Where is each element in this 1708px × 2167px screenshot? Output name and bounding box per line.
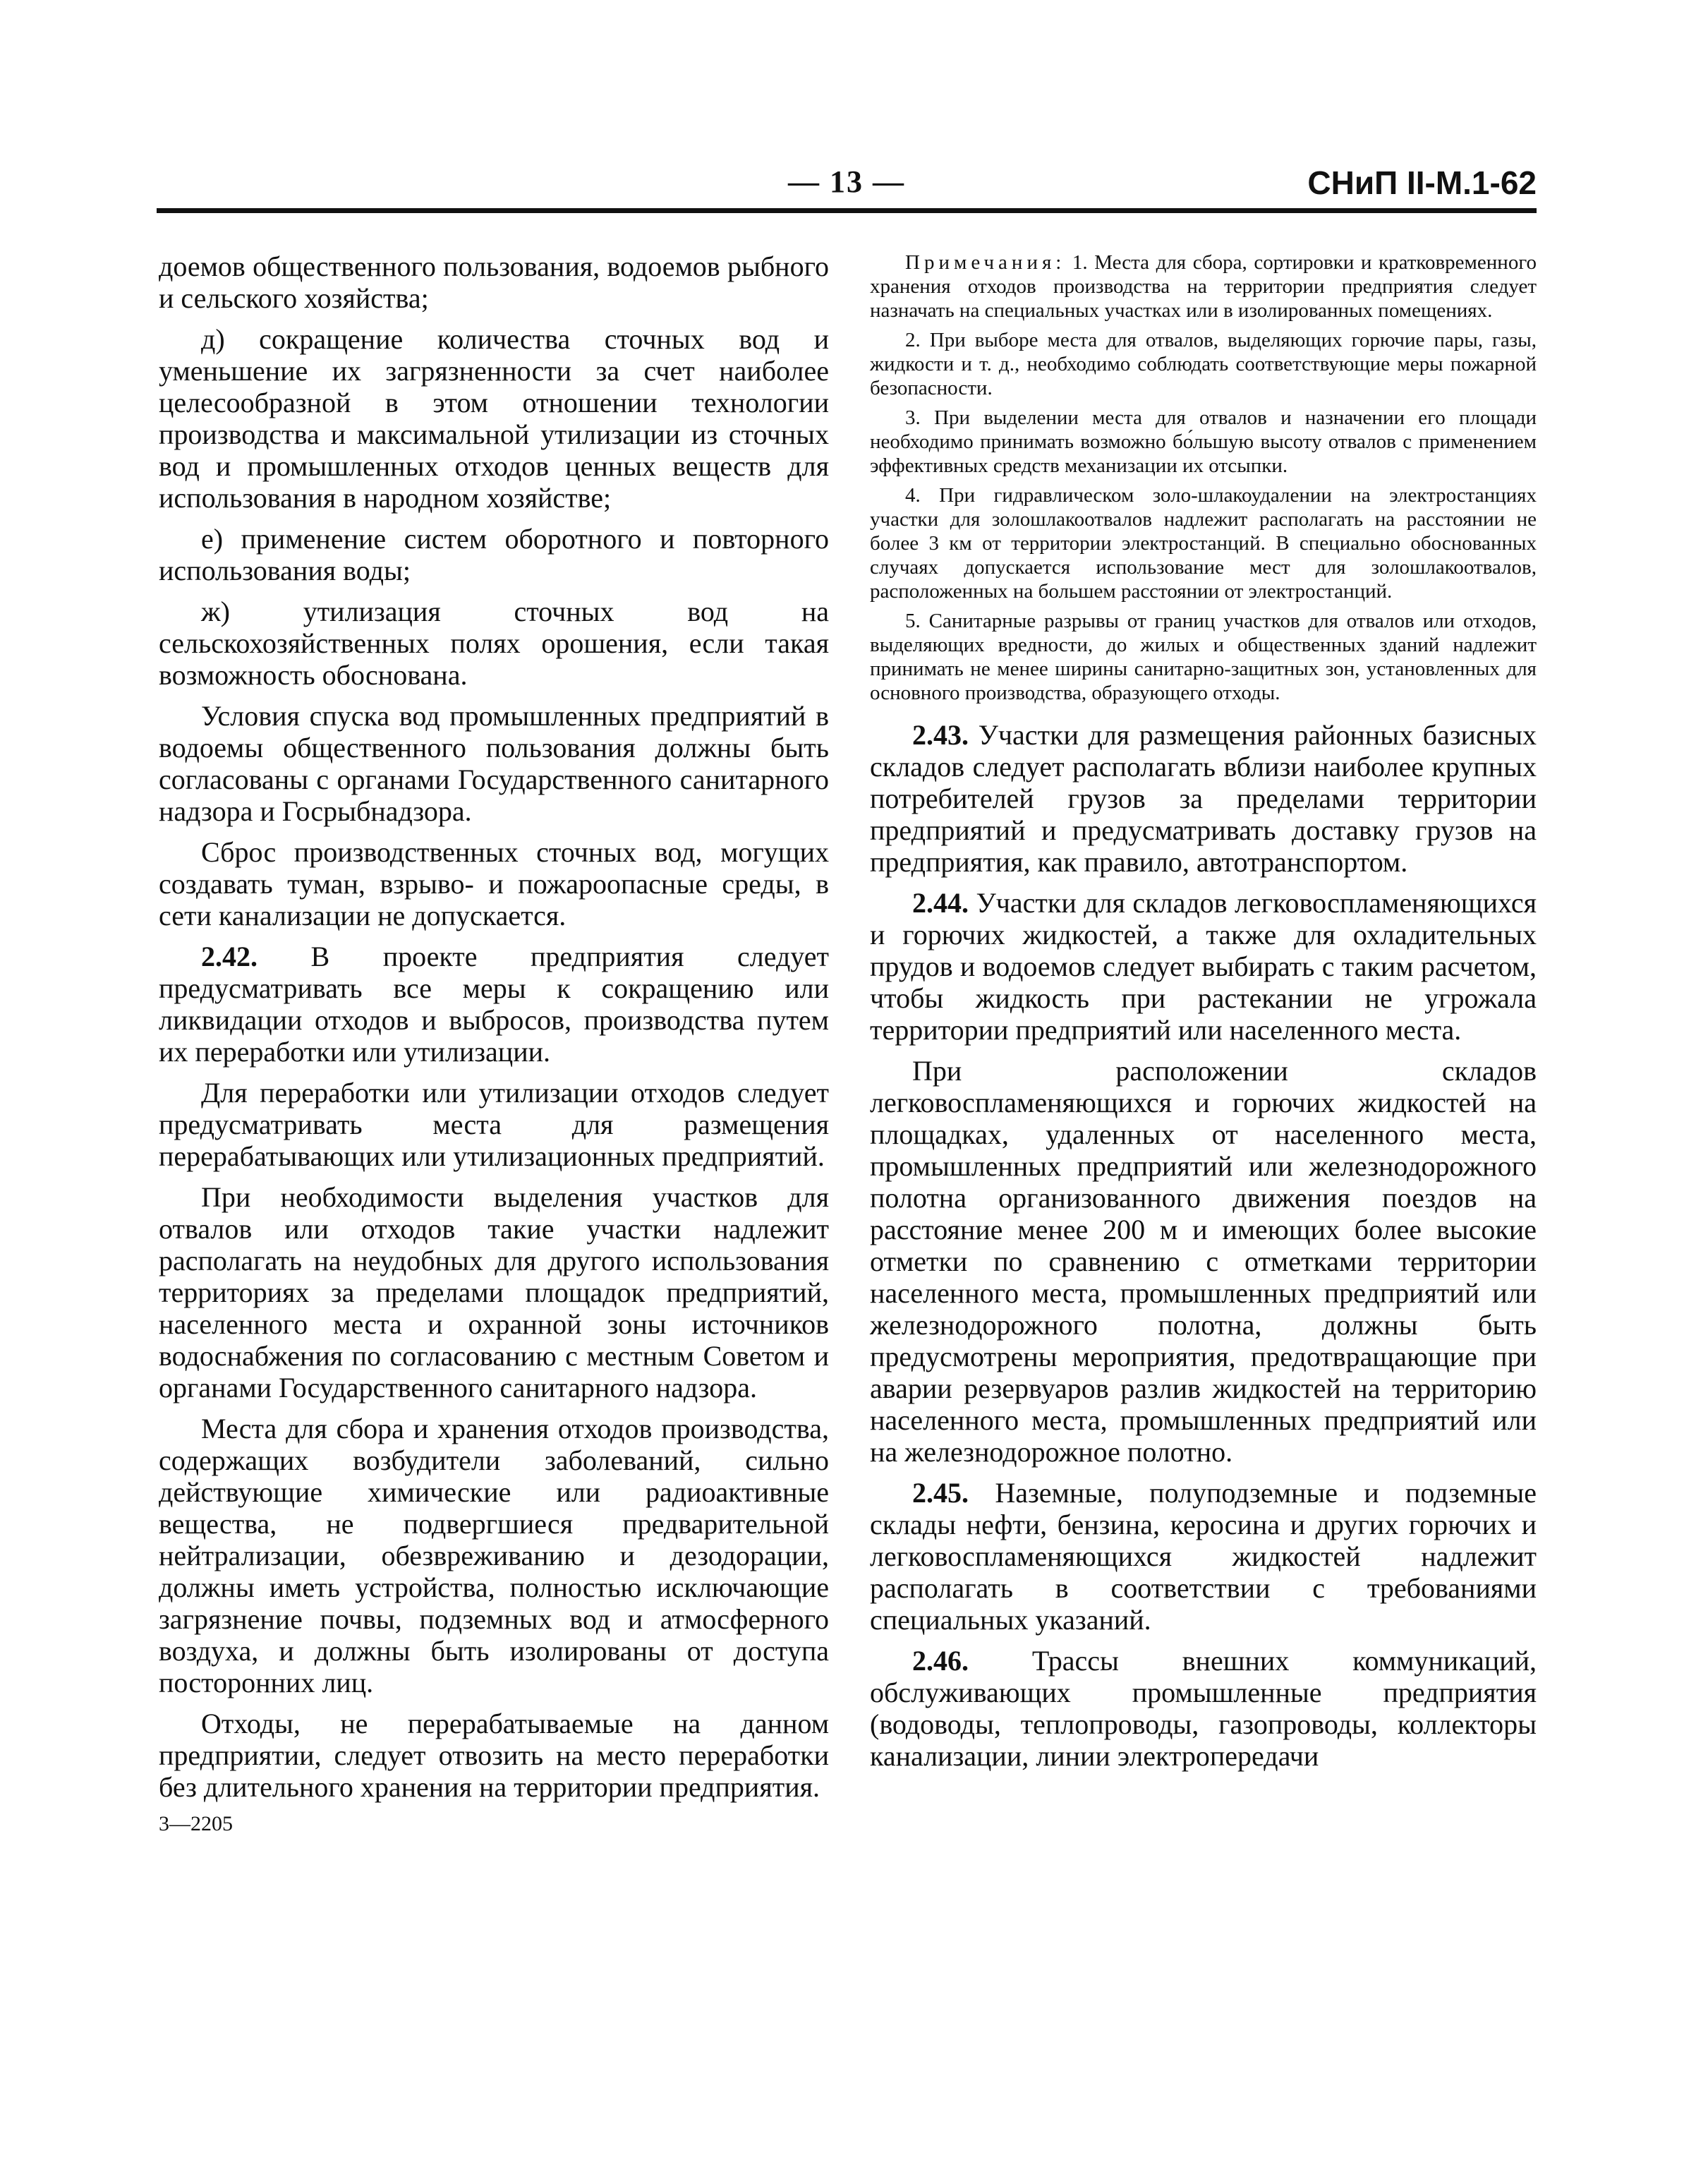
paragraph: Условия спуска вод промышленных предприятий в водоемы общественного пользования должны быть согласованы с органами Государственного санитарного надзора и Госрыбнадзора.: [159, 700, 829, 827]
paragraph: д) сокращение количества сточных вод и уменьшение их загрязненности за счет наиболее целесообразной в этом отношении технологии производства и максимальной утилизации из сточных вод и промышленных отходов ценных веществ для использования в народном хозяйстве;: [159, 323, 829, 514]
notes-title: Примечания:: [905, 251, 1066, 274]
right-column: [870, 250, 1537, 1781]
note-item: 5. Санитарные разрывы от границ участков для отвалов или отходов, выделяющих вредности, до жилых и общественных зданий надлежит принимать не менее ширины санитарно-защитных зон, установленных для основного производства, образующего отходы.: [870, 610, 1537, 704]
notes-block: [870, 250, 1537, 705]
paragraph: Сброс производственных сточных вод, могущих создавать туман, взрыво- и пожароопасные среды, в сети канализации не допускается.: [159, 836, 829, 931]
section-text: Наземные, полуподземные и подземные склады нефти, бензина, керосина и других горючих и легковоспламеняющихся жидкостей надлежит располагать в соответствии с требованиями специальных указаний.: [870, 1477, 1537, 1636]
section-number: 2.43.: [912, 719, 969, 751]
section-text: Участки для размещения районных базисных складов следует располагать вблизи наиболее крупных потребителей грузов за пределами территории предприятий и предусматривать доставку грузов на предприятия, как правило, автотранспортом.: [870, 719, 1537, 878]
section-2-42: [159, 941, 829, 1068]
section-text: Участки для складов легковоспламеняющихся и горючих жидкостей, а также для охладительных прудов и водоемов следует выбирать с таким расчетом, чтобы жидкость при растекании не угрожала территории предприятий или населенного места.: [870, 887, 1537, 1046]
note-item: 3. При выделении места для отвалов и назначении его площади необходимо принимать возможно бо́льшую высоту отвалов с применением эффективных средств механизации их отсыпки.: [870, 406, 1537, 477]
page-number: — 13 —: [788, 164, 905, 199]
paragraph: Места для сбора и хранения отходов производства, содержащих возбудители заболеваний, сильно действующие химические или радиоактивные вещества, не подвергшиеся предварительной нейтрализации, обезвреживанию и дезодорации, должны иметь устройства, полностью исключающие загрязнение почвы, подземных вод и атмосферного воздуха, и должны быть изолированы от доступа посторонних лиц.: [159, 1413, 829, 1698]
section-number: 2.46.: [912, 1645, 969, 1677]
paragraph: Отходы, не перерабатываемые на данном предприятии, следует отвозить на место переработки без длительного хранения на территории предприятия.: [159, 1708, 829, 1803]
note-item: [870, 250, 1537, 322]
section-text: В проекте предприятия следует предусматривать все меры к сокращению или ликвидации отходов и выбросов, производства путем их переработки или утилизации.: [159, 941, 829, 1068]
paragraph: доемов общественного пользования, водоемов рыбного и сельского хозяйства;: [159, 250, 829, 314]
section-number: 2.44.: [912, 887, 969, 919]
paragraph: ж) утилизация сточных вод на сельскохозяйственных полях орошения, если такая возможность обоснована.: [159, 596, 829, 691]
left-column: [159, 250, 829, 1836]
section-2-45: [870, 1477, 1537, 1636]
paragraph: При необходимости выделения участков для отвалов или отходов такие участки надлежит располагать на неудобных для другого использования территориях за пределами площадок предприятий, населенного места и охранной зоны источников водоснабжения по согласованию с местным Советом и органами Государственного санитарного надзора.: [159, 1181, 829, 1404]
section-number: 2.42.: [201, 941, 258, 972]
paragraph: е) применение систем оборотного и повторного использования воды;: [159, 523, 829, 586]
header-rule: [157, 208, 1537, 213]
note-item: 2. При выборе места для отвалов, выделяющих горючие пары, газы, жидкости и т. д., необходимо соблюдать соответствующие меры пожарной безопасности.: [870, 329, 1537, 399]
document-code: СНиП II-М.1-62: [1307, 164, 1537, 201]
note-item: 4. При гидравлическом золо-шлакоудалении на электростанциях участки для золошлакоотвалов надлежит располагать на расстоянии не более 3 км от территории электростанций. В специально обоснованных случаях допускается использование мест для золошлакоотвалов, расположенных на большем расстоянии от электростанций.: [870, 484, 1537, 603]
print-code: 3—2205: [159, 1812, 233, 1835]
page-header: [157, 164, 1537, 213]
paragraph: Для переработки или утилизации отходов следует предусматривать места для размещения перерабатывающих или утилизационных предприятий.: [159, 1077, 829, 1172]
note-text: 1. Места для сбора, сортировки и кратковременного хранения отходов производства на территории предприятия следует назначать на специальных участках или в изолированных помещениях.: [870, 251, 1537, 322]
paragraph: При расположении складов легковоспламеняющихся и горючих жидкостей на площадках, удаленных от населенного места, промышленных предприятий или железнодорожного полотна организованного движения поездов на расстояние менее 200 м и имеющих более высокие отметки по сравнению с отметками территории населенного места, промышленных предприятий или железнодорожного полотна, должны быть предусмотрены мероприятия, предотвращающие при аварии резервуаров разлив жидкостей на территорию населенного места, промышленных предприятий или на железнодорожное полотно.: [870, 1055, 1537, 1468]
section-2-46: [870, 1645, 1537, 1772]
section-2-43: [870, 719, 1537, 878]
section-2-44: [870, 887, 1537, 1046]
section-text: Трассы внешних коммуникаций, обслуживающих промышленные предприятия (водоводы, теплопроводы, газопроводы, коллекторы канализации, линии электропередачи: [870, 1645, 1537, 1772]
section-number: 2.45.: [912, 1477, 969, 1509]
